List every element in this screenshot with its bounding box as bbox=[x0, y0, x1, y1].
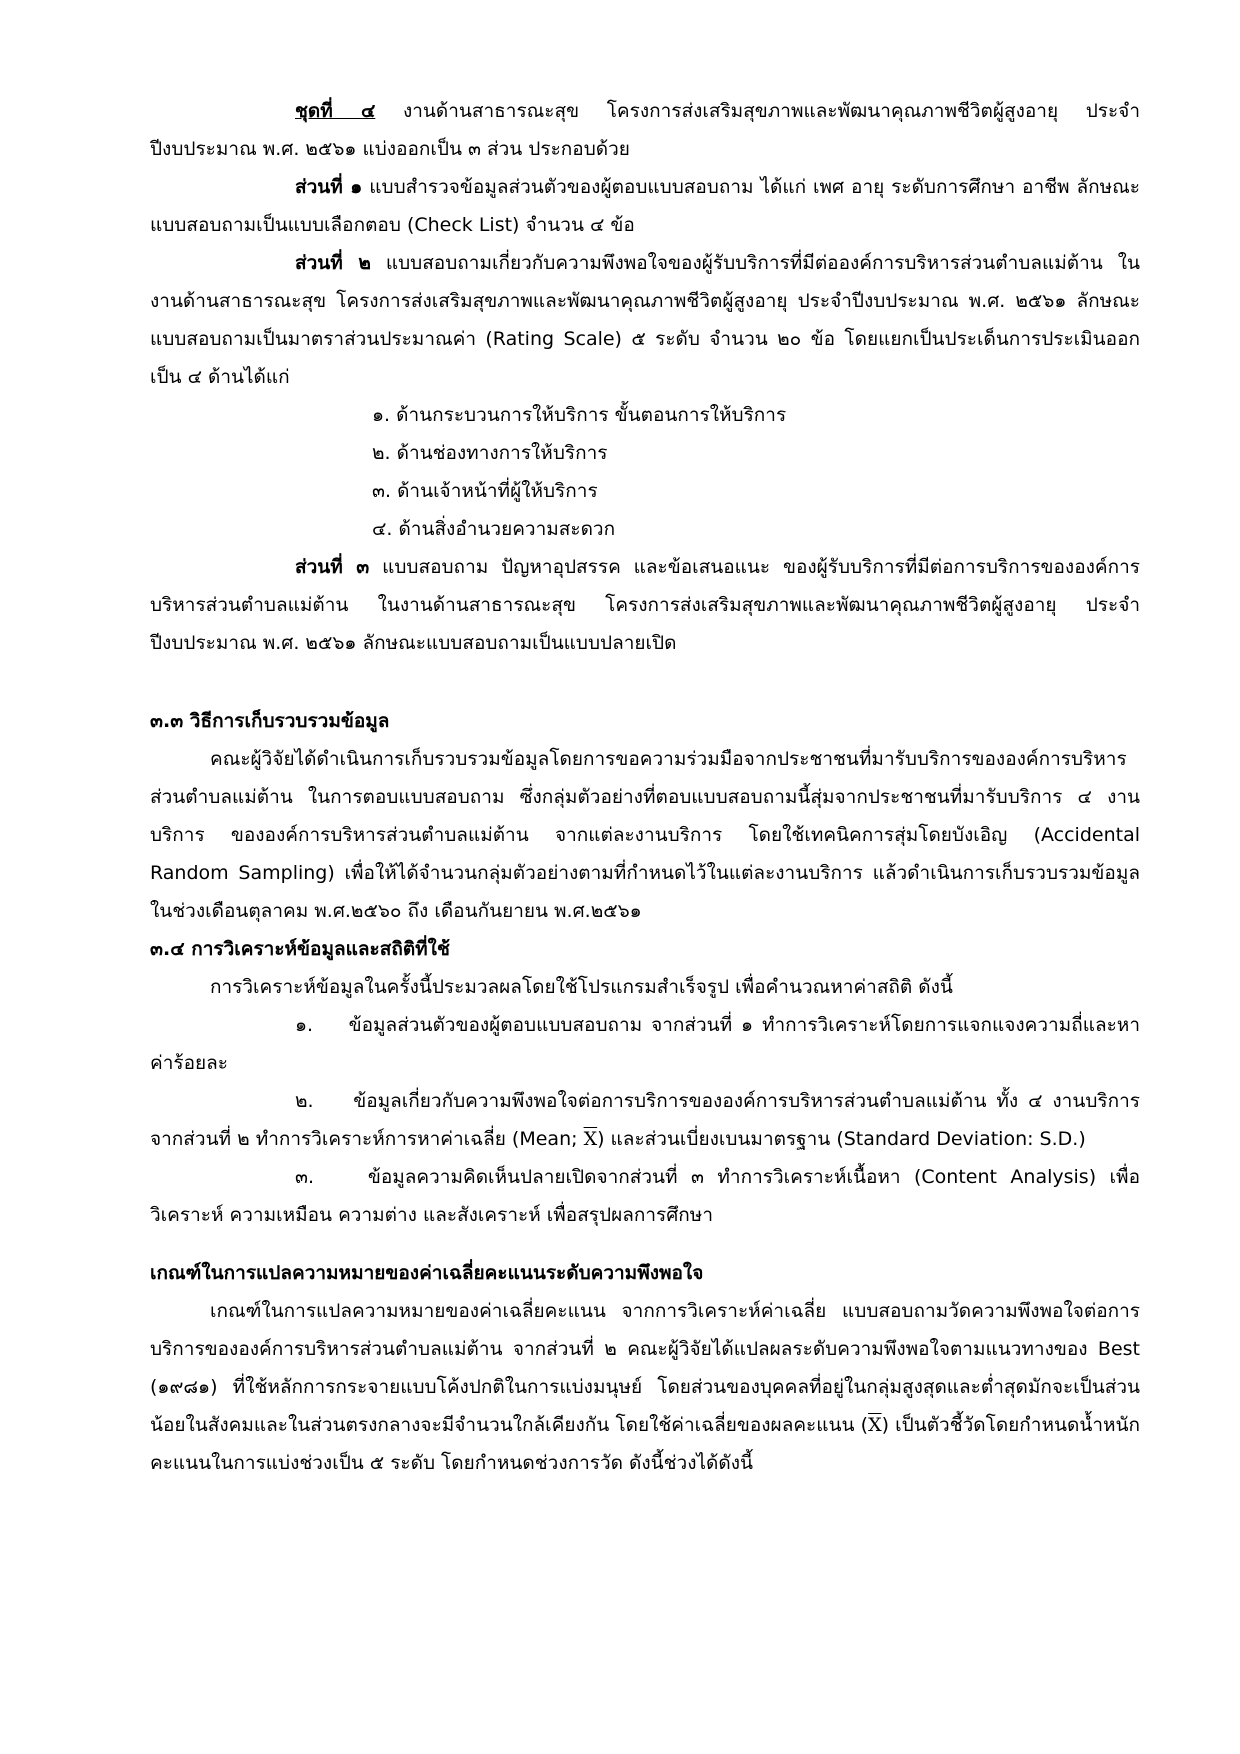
part2-aspect-list bbox=[150, 396, 1140, 548]
part2-paragraph bbox=[150, 244, 1140, 396]
set4-text: งานด้านสาธารณะสุข โครงการส่งเสริมสุขภาพและพัฒนาคุณภาพชีวิตผู้สูงอายุ ประจำปีงบประมาณ พ.ศ. ๒๕๖๑ แบ่งออกเป็น ๓ ส่วน ประกอบด้วย bbox=[150, 100, 1140, 160]
analysis-item-text-cont: ) และส่วนเบี่ยงเบนมาตรฐาน (Standard Deviation: S.D.) bbox=[597, 1128, 1086, 1150]
part3-paragraph bbox=[150, 548, 1140, 662]
list-item: ๓. ด้านเจ้าหน้าที่ผู้ให้บริการ bbox=[372, 480, 598, 502]
part2-text: แบบสอบถามเกี่ยวกับความพึงพอใจของผู้รับบริการที่มีต่อองค์การบริหารส่วนตำบลแม่ต้าน ในงานด้านสาธารณะสุข โครงการส่งเสริมสุขภาพและพัฒนาคุณภาพชีวิตผู้สูงอายุ ประจำปีงบประมาณ พ.ศ. ๒๕๖๑ ลักษณะแบบสอบถามเป็นมาตราส่วนประมาณค่า (Rating Scale) ๕ ระดับ จำนวน ๒๐ ข้อ โดยแยกเป็นประเด็นการประเมินออกเป็น ๔ ด้านได้แก่ bbox=[150, 252, 1140, 388]
section-3-4-intro: การวิเคราะห์ข้อมูลในครั้งนี้ประมวลผลโดยใช้โปรแกรมสำเร็จรูป เพื่อคำนวณหาค่าสถิติ ดังนี้ bbox=[210, 976, 953, 998]
analysis-item-number: ๒. bbox=[295, 1090, 314, 1112]
part3-text: แบบสอบถาม ปัญหาอุปสรรค และข้อเสนอแนะ ของผู้รับบริการที่มีต่อการบริการขององค์การบริหารส่วนตำบลแม่ต้าน ในงานด้านสาธารณะสุข โครงการส่งเสริมสุขภาพและพัฒนาคุณภาพชีวิตผู้สูงอายุ ประจำปีงบประมาณ พ.ศ. ๒๕๖๑ ลักษณะแบบสอบถามเป็นแบบปลายเปิด bbox=[150, 556, 1140, 654]
list-item: ๒. ด้านช่องทางการให้บริการ bbox=[372, 442, 608, 464]
set4-label: ชุดที่ ๔ bbox=[295, 100, 376, 122]
section-3-4-heading: ๓.๔ การวิเคราะห์ข้อมูลและสถิติที่ใช้ bbox=[150, 938, 450, 960]
list-item: ๑. ด้านกระบวนการให้บริการ ขั้นตอนการให้บริการ bbox=[372, 404, 787, 426]
criteria-text: เกณฑ์ในการแปลความหมายของค่าเฉลี่ยคะแนน จากการวิเคราะห์ค่าเฉลี่ย แบบสอบถามวัดความพึงพอใจต่อการบริการขององค์การบริหารส่วนตำบลแม่ต้าน จากส่วนที่ ๒ คณะผู้วิจัยได้แปลผลระดับความพึงพอใจตามแนวทางของ Best (๑๙๘๑) ที่ใช้หลักการกระจายแบบโค้งปกติในการแบ่งมนุษย์ โดยส่วนของบุคคลที่อยู่ในกลุ่มสูงสุดและต่ำสุดมักจะเป็นส่วนน้อยในสังคมและในส่วนตรงกลางจะมีจำนวนใกล้เคียงกัน โดยใช้ค่าเฉลี่ยของผลคะแนน ( bbox=[150, 1300, 1140, 1436]
part1-text: แบบสำรวจข้อมูลส่วนตัวของผู้ตอบแบบสอบถาม ได้แก่ เพศ อายุ ระดับการศึกษา อาชีพ ลักษณะแบบสอบถามเป็นแบบเลือกตอบ (Check List) จำนวน ๔ ข้อ bbox=[150, 176, 1140, 236]
set4-paragraph bbox=[150, 92, 1140, 168]
part1-label: ส่วนที่ ๑ bbox=[295, 176, 363, 198]
analysis-item-text: ข้อมูลความคิดเห็นปลายเปิดจากส่วนที่ ๓ ทำการวิเคราะห์เนื้อหา (Content Analysis) เพื่อวิเคราะห์ ความเหมือน ความต่าง และสังเคราะห์ เพื่อสรุปผลการศึกษา bbox=[150, 1166, 1140, 1226]
section-3-3-paragraph: คณะผู้วิจัยได้ดำเนินการเก็บรวบรวมข้อมูลโดยการขอความร่วมมือจากประชาชนที่มารับบริการขององค์การบริหารส่วนตำบลแม่ต้าน ในการตอบแบบสอบถาม ซึ่งกลุ่มตัวอย่างที่ตอบแบบสอบถามนี้สุ่มจากประชาชนที่มารับบริการ ๔ งานบริการ ขององค์การบริหารส่วนตำบลแม่ต้าน จากแต่ละงานบริการ โดยใช้เทคนิคการสุ่มโดยบังเอิญ (Accidental Random Sampling) เพื่อให้ได้จำนวนกลุ่มตัวอย่างตามที่กำหนดไว้ในแต่ละงานบริการ แล้วดำเนินการเก็บรวบรวมข้อมูลในช่วงเดือนตุลาคม พ.ศ.๒๕๖๐ ถึง เดือนกันยายน พ.ศ.๒๕๖๑ bbox=[150, 748, 1140, 922]
section-3-3-heading: ๓.๓ วิธีการเก็บรวบรวมข้อมูล bbox=[150, 710, 390, 732]
analysis-item-1 bbox=[150, 1006, 1140, 1082]
mean-symbol: $\overline{X}$ bbox=[868, 1414, 882, 1436]
part2-label: ส่วนที่ ๒ bbox=[295, 252, 371, 274]
criteria-paragraph bbox=[150, 1292, 1140, 1482]
document-page bbox=[150, 92, 1140, 1482]
analysis-item-text: ข้อมูลเกี่ยวกับความพึงพอใจต่อการบริการขององค์การบริหารส่วนตำบลแม่ต้าน ทั้ง ๔ งานบริการ จากส่วนที่ ๒ ทำการวิเคราะห์การหาค่าเฉลี่ย (Mean; bbox=[150, 1090, 1140, 1150]
criteria-text-cont: ) เป็นตัวชี้วัดโดยกำหนดน้ำหนักคะแนนในการแบ่งช่วงเป็น ๕ ระดับ โดยกำหนดช่วงการวัด ดังนี้ช่วงได้ดังนี้ bbox=[150, 1414, 1140, 1474]
analysis-item-number: ๑. bbox=[295, 1014, 314, 1036]
analysis-item-number: ๓. bbox=[295, 1166, 315, 1188]
mean-symbol: $\overline{X}$ bbox=[583, 1128, 598, 1150]
list-item: ๔. ด้านสิ่งอำนวยความสะดวก bbox=[372, 518, 616, 540]
part1-paragraph bbox=[150, 168, 1140, 244]
criteria-heading: เกณฑ์ในการแปลความหมายของค่าเฉลี่ยคะแนนระดับความพึงพอใจ bbox=[150, 1262, 704, 1284]
analysis-item-3 bbox=[150, 1158, 1140, 1234]
analysis-item-2 bbox=[150, 1082, 1140, 1158]
analysis-item-text: ข้อมูลส่วนตัวของผู้ตอบแบบสอบถาม จากส่วนที่ ๑ ทำการวิเคราะห์โดยการแจกแจงความถี่และหาค่าร้อยละ bbox=[150, 1014, 1140, 1074]
part3-label: ส่วนที่ ๓ bbox=[295, 556, 370, 578]
